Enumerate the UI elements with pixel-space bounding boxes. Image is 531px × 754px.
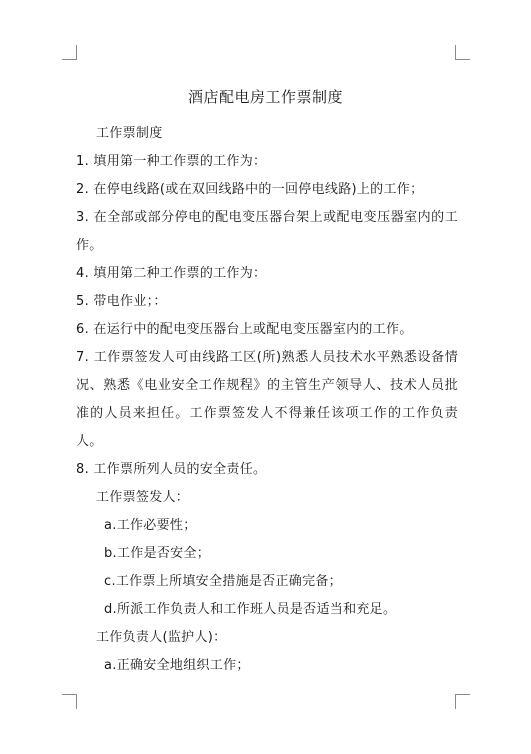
crop-mark-top-right [455,45,470,60]
crop-mark-bottom-right [455,694,470,709]
sub-list-item: d.所派工作负责人和工作班人员是否适当和充足。 [104,602,397,617]
subsection-heading: 工作负责人(监护人)： [96,630,227,645]
crop-mark-bottom-left [62,694,77,709]
list-item: 7. 工作票签发人可由线路工区(所)熟悉人员技术水平熟悉设备情况、熟悉《电业安全工作规程》的主管生产领导人、技术人员批准的人员来担任。工作票签发人不得兼任该项工作的工作负责人。 [76,350,458,449]
list-item: 1. 填用第一种工作票的工作为： [76,154,267,169]
sub-list-item: a.工作必要性； [104,518,197,533]
sub-list-item: b.工作是否安全； [104,546,211,561]
list-item: 4. 填用第二种工作票的工作为： [76,266,267,281]
document-title: 酒店配电房工作票制度 [187,88,343,106]
sub-list-item: c.工作票上所填安全措施是否正确完备； [104,574,342,589]
list-item: 8. 工作票所列人员的安全责任。 [76,462,267,477]
list-item: 2. 在停电线路(或在双回线路中的一回停电线路)上的工作； [76,182,424,197]
list-item: 5. 带电作业；： [76,294,167,309]
sub-list-item: a.正确安全地组织工作； [104,658,250,673]
list-item: 3. 在全部或部分停电的配电变压器台架上或配电变压器室内的工作。 [76,210,458,253]
section-heading: 工作票制度 [96,126,163,141]
crop-mark-top-left [62,45,77,60]
list-item: 6. 在运行中的配电变压器台上或配电变压器室内的工作。 [76,322,413,337]
subsection-heading: 工作票签发人： [96,490,190,505]
document-body [76,120,458,680]
